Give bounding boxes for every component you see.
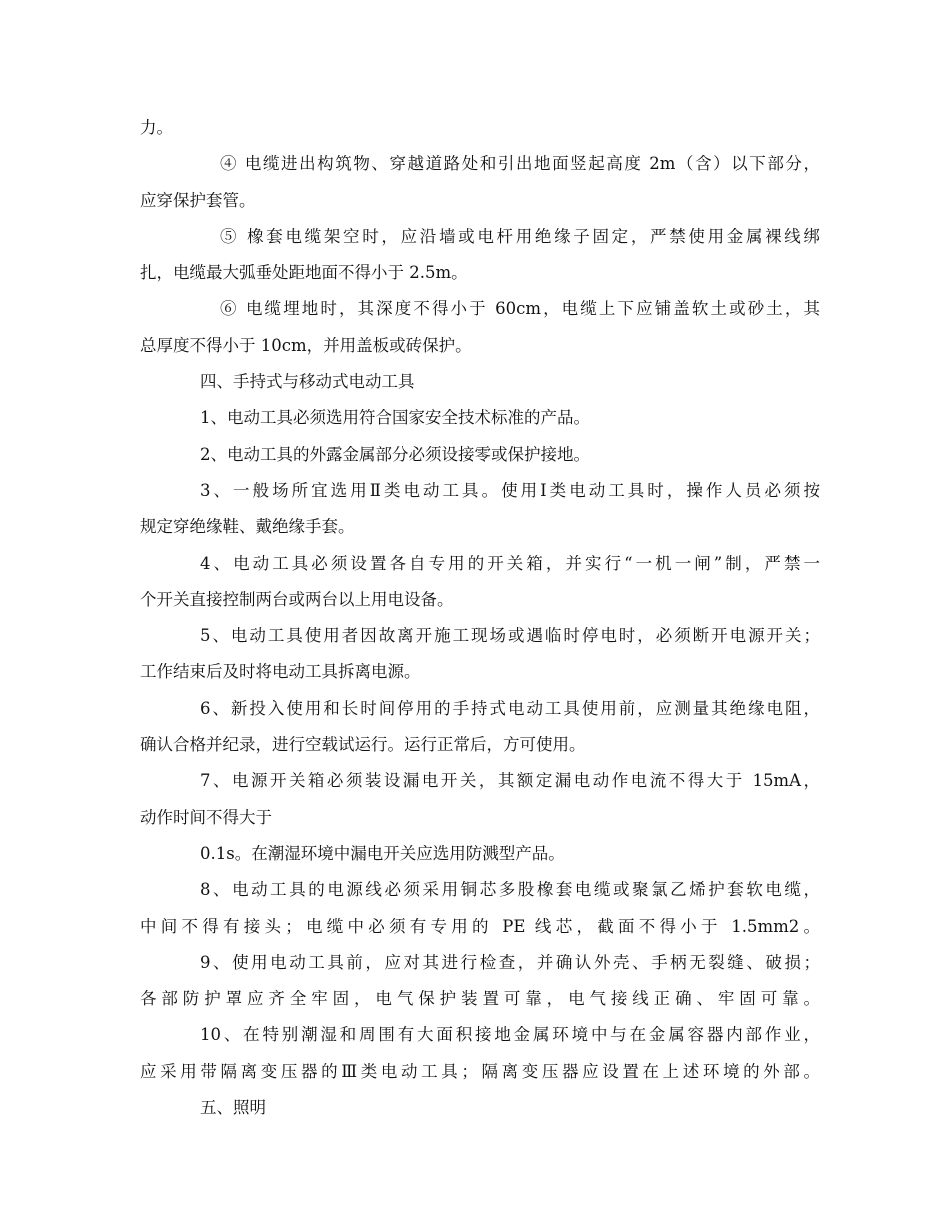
text-line-25: 各部防护罩应齐全牢固，电气保护装置可靠，电气接线正确、牢固可靠。: [140, 989, 820, 1009]
text-line-1: 力。: [140, 118, 173, 137]
text-line-17: 6、新投入使用和长时间停用的手持式电动工具使用前，应测量其绝缘电阻，: [200, 698, 820, 718]
text-line-16: 工作结束后及时将电动工具拆离电源。: [140, 662, 421, 682]
text-line-6: ⑥ 电缆埋地时，其深度不得小于 60cm，电缆上下应铺盖软土或砂土，其: [220, 299, 820, 319]
text-line-10: 2、电动工具的外露金属部分必须设接零或保护接地。: [200, 444, 590, 464]
document-page: [140, 110, 820, 1126]
text-line-20: 动作时间不得大于: [140, 807, 272, 827]
text-line-11: 3、一般场所宜选用Ⅱ类电动工具。使用Ⅰ类电动工具时，操作人员必须按: [200, 480, 820, 500]
text-line-15: 5、电动工具使用者因故离开施工现场或遇临时停电时，必须断开电源开关；: [200, 626, 820, 646]
section-heading-4: 四、手持式与移动式电动工具: [200, 372, 415, 392]
text-line-9: 1、电动工具必须选用符合国家安全技术标准的产品。: [200, 408, 590, 428]
text-line-2: ④ 电缆进出构筑物、穿越道路处和引出地面竖起高度 2m（含）以下部分，: [220, 154, 820, 174]
section-heading-5: 五、照明: [200, 1098, 266, 1118]
text-line-22: 8、电动工具的电源线必须采用铜芯多股橡套电缆或聚氯乙烯护套软电缆，: [200, 880, 820, 900]
text-line-21: 0.1s。在潮湿环境中漏电开关应选用防溅型产品。: [200, 843, 565, 863]
text-line-14: 个开关直接控制两台或两台以上用电设备。: [140, 589, 454, 609]
text-line-19: 7、电源开关箱必须装设漏电开关，其额定漏电动作电流不得大于 15mA，: [200, 771, 820, 791]
text-line-26: 10、在特别潮湿和周围有大面积接地金属环境中与在金属容器内部作业，: [200, 1025, 820, 1045]
text-line-3: 应穿保护套管。: [140, 190, 256, 210]
text-line-23: 中间不得有接头；电缆中必须有专用的 PE 线芯，截面不得小于 1.5mm2。: [140, 916, 820, 936]
text-line-18: 确认合格并纪录，进行空载试运行。运行正常后，方可使用。: [140, 735, 586, 755]
text-line-24: 9、使用电动工具前，应对其进行检查，并确认外壳、手柄无裂缝、破损；: [200, 952, 820, 972]
text-line-4: ⑤ 橡套电缆架空时，应沿墙或电杆用绝缘子固定，严禁使用金属裸线绑: [220, 226, 820, 246]
text-line-7: 总厚度不得小于 10cm，并用盖板或砖保护。: [140, 335, 472, 355]
text-line-27: 应采用带隔离变压器的Ⅲ类电动工具；隔离变压器应设置在上述环境的外部。: [140, 1061, 820, 1081]
text-line-12: 规定穿绝缘鞋、戴绝缘手套。: [140, 517, 355, 537]
text-line-13: 4、电动工具必须设置各自专用的开关箱，并实行“一机一闸”制，严禁一: [200, 553, 820, 573]
text-line-5: 扎，电缆最大弧垂处距地面不得小于 2.5m。: [140, 263, 468, 283]
